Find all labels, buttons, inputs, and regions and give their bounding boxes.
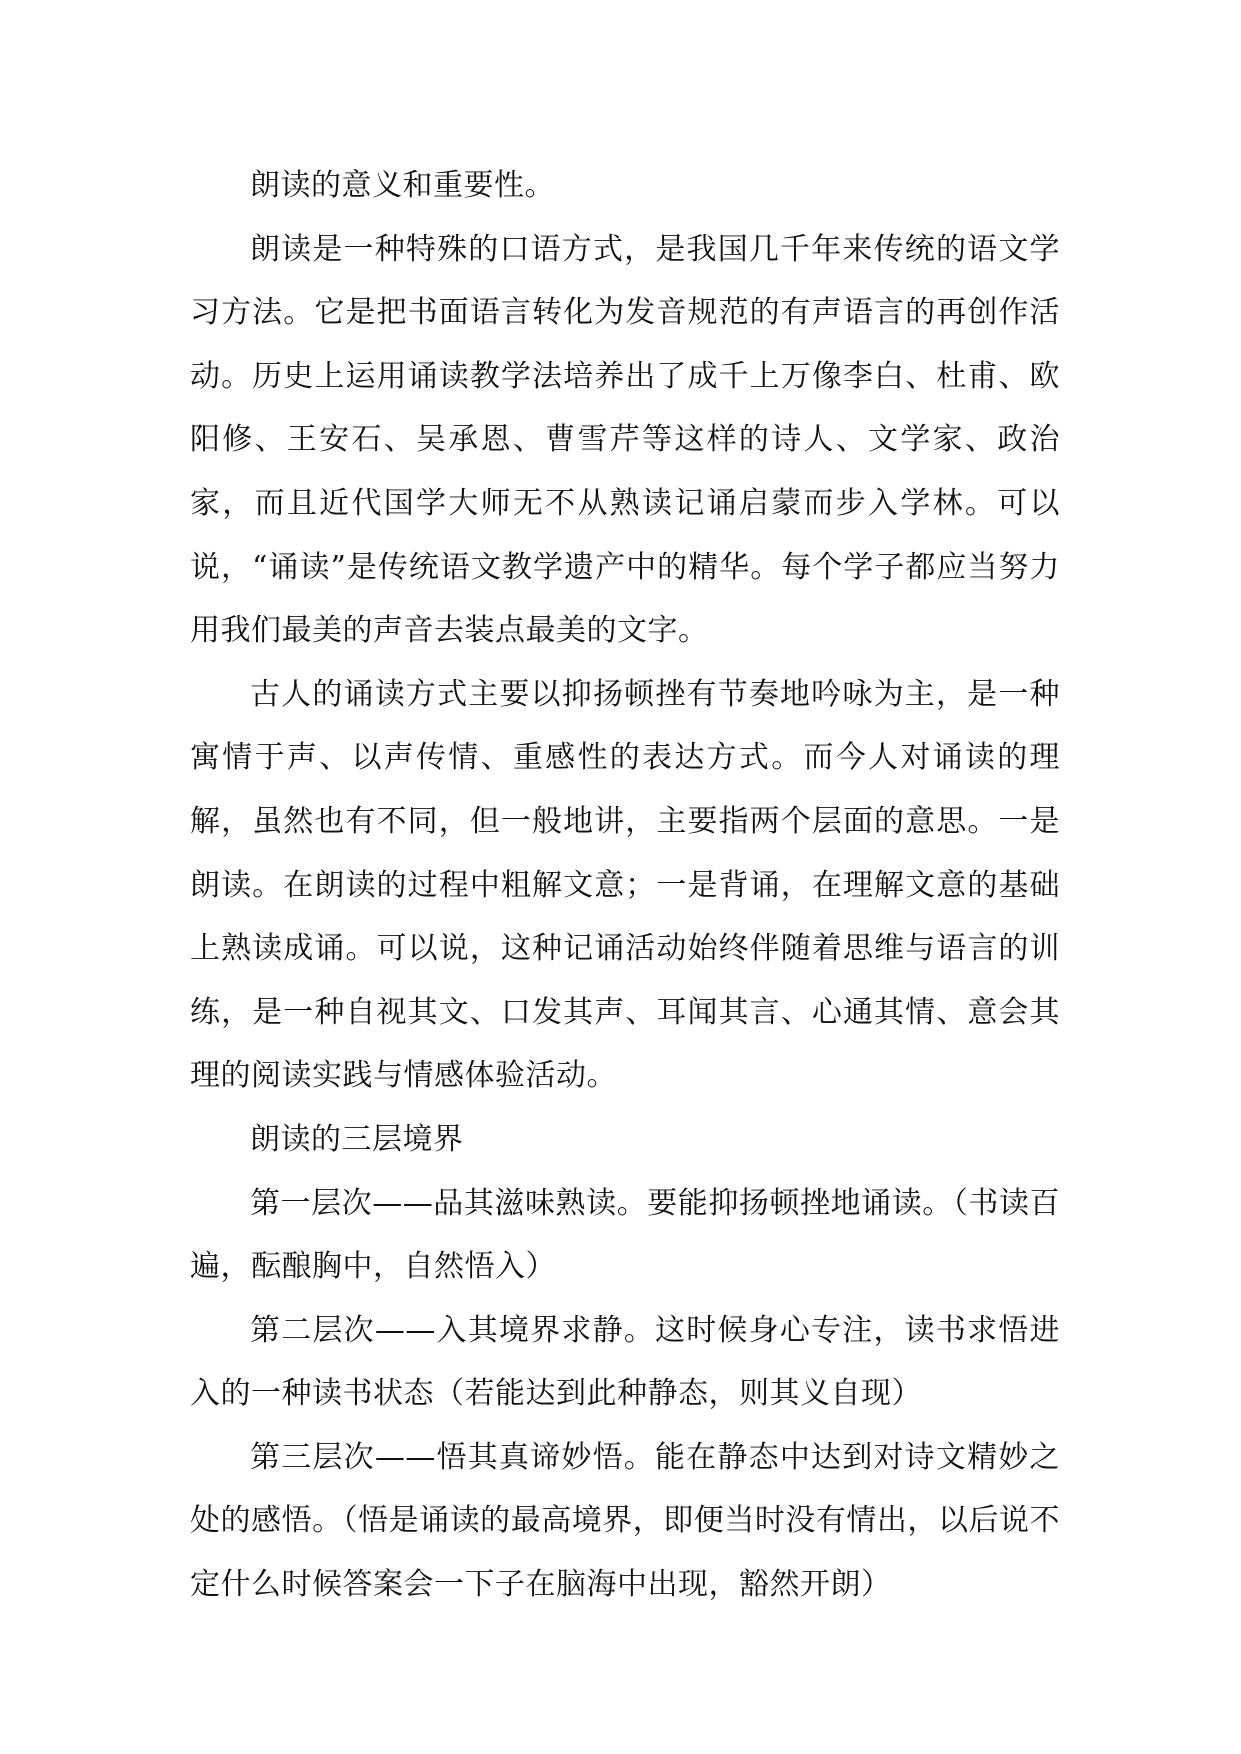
paragraph-ancient-recitation: 古人的诵读方式主要以抑扬顿挫有节奏地吟咏为主，是一种寓情于声、以声传情、重感性的表达方式。而今人对诵读的理解，虽然也有不同，但一般地讲，主要指两个层面的意思。一是朗读。在朗读的过程中粗解文意；一是背诵，在理解文意的基础上熟读成诵。可以说，这种记诵活动始终伴随着思维与语言的训练，是一种自视其文、口发其声、耳闻其言、心通其情、意会其理的阅读实践与情感体验活动。	[190, 676, 1060, 1094]
paragraph-level-two: 第二层次——入其境界求静。这时候身心专注，读书求悟进入的一种读书状态（若能达到此种静态，则其义自现）	[190, 1312, 1060, 1412]
document-page	[190, 154, 1060, 1617]
paragraph-level-one: 第一层次——品其滋味熟读。要能抑扬顿挫地诵读。（书读百遍，酝酿胸中，自然悟入）	[190, 1185, 1060, 1285]
heading-three-levels: 朗读的三层境界	[250, 1121, 464, 1157]
paragraph-level-three: 第三层次——悟其真谛妙悟。能在静态中达到对诗文精妙之处的感悟。（悟是诵读的最高境界，即便当时没有情出，以后说不定什么时候答案会一下子在脑海中出现，豁然开朗）	[190, 1439, 1060, 1603]
heading-significance: 朗读的意义和重要性。	[250, 168, 555, 203]
paragraph-reading-definition: 朗读是一种特殊的口语方式，是我国几千年来传统的语文学习方法。它是把书面语言转化为发音规范的有声语言的再创作活动。历史上运用诵读教学法培养出了成千上万像李白、杜甫、欧阳修、王安石、吴承恩、曹雪芹等这样的诗人、文学家、政治家，而且近代国学大师无不从熟读记诵启蒙而步入学林。可以说，“诵读”是传统语文教学遗产中的精华。每个学子都应当努力用我们最美的声音去装点最美的文字。	[190, 231, 1060, 649]
